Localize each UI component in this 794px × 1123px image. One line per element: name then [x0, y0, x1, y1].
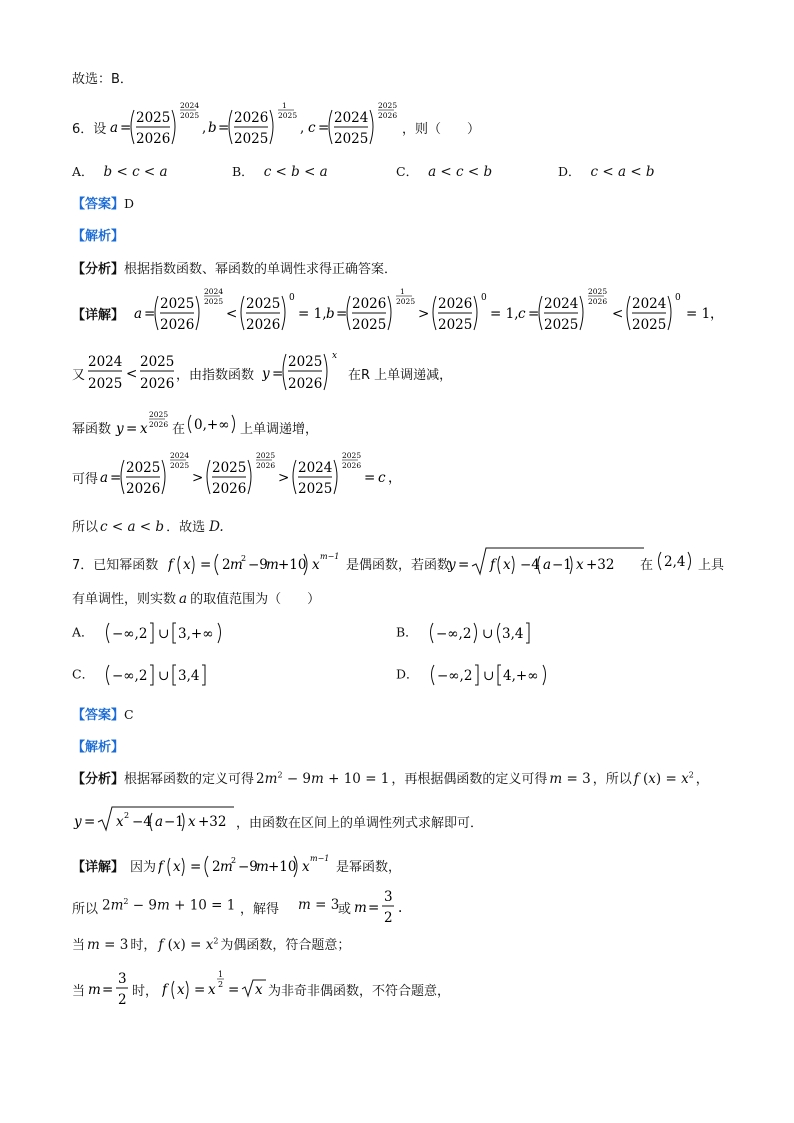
svg-text:2026: 2026: [136, 131, 171, 147]
svg-text:x: x: [173, 859, 181, 875]
svg-text:f: f: [168, 557, 173, 573]
svg-text:∪: ∪: [482, 668, 494, 684]
svg-text:−∞,2: −∞,2: [111, 626, 148, 642]
analysis-heading-7: 【解析】: [72, 740, 125, 755]
option-d: D． c < a < b: [558, 164, 655, 180]
svg-text:2026: 2026: [438, 296, 473, 312]
svg-text:2025: 2025: [396, 297, 416, 306]
svg-text:−1: −1: [164, 814, 184, 830]
svg-text:3: 3: [384, 889, 393, 905]
svg-text:3: 3: [118, 971, 127, 987]
svg-text:2,4: 2,4: [664, 554, 686, 570]
svg-text:a: a: [134, 306, 143, 322]
svg-text:x: x: [116, 814, 124, 830]
svg-text:=: =: [364, 470, 376, 486]
svg-text:3,4: 3,4: [501, 626, 524, 642]
svg-text:2026: 2026: [246, 317, 281, 333]
svg-text:2026: 2026: [234, 110, 269, 126]
svg-text:x: x: [177, 982, 185, 998]
svg-text:2026: 2026: [160, 317, 195, 333]
q6-prefix: 6．设: [72, 122, 107, 137]
svg-text:=: =: [336, 306, 348, 322]
svg-text:2025: 2025: [204, 297, 224, 306]
svg-text:a: a: [155, 814, 164, 830]
svg-text:x: x: [208, 982, 216, 998]
svg-text:b: b: [326, 306, 335, 322]
svg-text:m: m: [354, 900, 367, 916]
svg-text:c: c: [518, 306, 526, 322]
svg-text:2025: 2025: [352, 317, 387, 333]
svg-text:2025: 2025: [278, 111, 298, 120]
svg-text:,: ,: [202, 120, 207, 136]
q7-interval: [656, 549, 696, 575]
svg-text:2025: 2025: [88, 376, 123, 392]
svg-text:2: 2: [218, 980, 224, 989]
svg-text:.: .: [398, 900, 403, 916]
svg-text:c: c: [308, 120, 316, 136]
q7-sqrt-func: [448, 544, 648, 578]
svg-text:m: m: [220, 859, 233, 875]
svg-text:∪: ∪: [157, 626, 169, 642]
mi-interval: [186, 412, 240, 436]
svg-text:m−1: m−1: [310, 854, 330, 863]
svg-text:2024: 2024: [88, 354, 123, 370]
svg-text:2025: 2025: [149, 410, 169, 419]
svg-text:y: y: [448, 557, 456, 573]
svg-text:x: x: [576, 557, 584, 573]
svg-text:−9: −9: [238, 859, 258, 875]
svg-text:2025: 2025: [378, 101, 398, 110]
svg-text:2025: 2025: [180, 111, 200, 120]
svg-text:x: x: [312, 557, 320, 573]
svg-text:>: >: [418, 306, 430, 322]
svg-text:= 1,: = 1,: [490, 306, 519, 322]
svg-text:2: 2: [124, 811, 130, 820]
svg-text:2024: 2024: [204, 287, 224, 296]
svg-text:y: y: [116, 421, 124, 437]
svg-text:0,+∞: 0,+∞: [194, 417, 230, 433]
svg-text:y: y: [262, 366, 270, 382]
svg-text:−4: −4: [132, 814, 152, 830]
svg-text:2: 2: [231, 856, 237, 865]
svg-text:m−1: m−1: [320, 552, 340, 561]
svg-text:m: m: [266, 557, 279, 573]
question-7-line2: 有单调性，则实数 a 的取值范围为（ ）: [72, 591, 321, 607]
q6-suffix: ，则（ ）: [402, 122, 481, 137]
svg-text:=: =: [272, 366, 284, 382]
svg-text:,: ,: [300, 120, 305, 136]
option-b-math: [428, 620, 538, 646]
suoyi-line: 所以 c < a < b ．故选 D.: [72, 519, 224, 535]
svg-text:2026: 2026: [378, 111, 398, 120]
svg-text:x: x: [332, 351, 338, 361]
svg-text:<: <: [126, 366, 138, 382]
svg-text:4,+∞: 4,+∞: [502, 668, 539, 684]
svg-text:2025: 2025: [160, 296, 195, 312]
svg-text:x: x: [302, 859, 310, 875]
fx7-sqrt: [72, 804, 242, 834]
svg-text:a: a: [100, 470, 109, 486]
svg-text:2026: 2026: [126, 481, 161, 497]
svg-text:f: f: [162, 982, 167, 998]
svg-text:a: a: [110, 120, 119, 136]
svg-text:−1: −1: [552, 557, 572, 573]
svg-text:2: 2: [212, 859, 221, 875]
svg-text:2026: 2026: [149, 420, 169, 429]
text-line: 故选：B．: [72, 72, 133, 87]
svg-text:2025: 2025: [212, 460, 247, 476]
svg-text:2024: 2024: [170, 451, 190, 460]
svg-text:0: 0: [675, 293, 681, 303]
svg-text:2025: 2025: [170, 461, 190, 470]
svg-text:∪: ∪: [158, 668, 170, 684]
svg-text:+10: +10: [268, 859, 297, 875]
svg-text:=: =: [110, 470, 122, 486]
svg-text:0: 0: [481, 293, 487, 303]
svg-text:=: =: [190, 859, 202, 875]
svg-text:−9: −9: [248, 557, 268, 573]
option-a-math: [104, 620, 234, 646]
svg-text:=: =: [194, 982, 206, 998]
svg-text:=: =: [144, 306, 156, 322]
svg-text:=: =: [368, 900, 380, 916]
svg-text:=: =: [102, 982, 114, 998]
svg-text:= 1,: = 1,: [298, 306, 327, 322]
option-c: C． a < c < b: [396, 164, 493, 180]
svg-text:2026: 2026: [140, 376, 175, 392]
svg-text:=: =: [528, 306, 540, 322]
svg-text:= 1: = 1: [686, 306, 711, 322]
option-a: A． b < c < a: [72, 164, 168, 180]
svg-text:0: 0: [289, 293, 295, 303]
svg-text:，: ，: [388, 470, 402, 486]
svg-text:2025: 2025: [632, 317, 667, 333]
svg-text:2026: 2026: [212, 481, 247, 497]
svg-text:<: <: [612, 306, 624, 322]
answer-6: 【答案】D: [72, 196, 135, 212]
svg-text:2024: 2024: [544, 296, 579, 312]
s1-frac: [352, 886, 422, 926]
svg-text:2025: 2025: [140, 354, 175, 370]
svg-text:−∞,2: −∞,2: [435, 626, 472, 642]
svg-text:2026: 2026: [256, 461, 276, 470]
svg-text:2025: 2025: [288, 354, 323, 370]
svg-text:1: 1: [282, 101, 287, 110]
svg-text:2025: 2025: [234, 131, 269, 147]
svg-text:=: =: [228, 982, 240, 998]
svg-text:x: x: [183, 557, 191, 573]
svg-text:>: >: [278, 470, 290, 486]
svg-text:2025: 2025: [588, 287, 608, 296]
svg-text:2025: 2025: [438, 317, 473, 333]
svg-text:2025: 2025: [246, 296, 281, 312]
svg-text:+32: +32: [586, 557, 615, 573]
svg-text:a: a: [543, 557, 552, 573]
svg-text:3,4: 3,4: [178, 668, 200, 684]
option-c: C． −∞,2 ∪ 3,4: [72, 662, 214, 688]
svg-text:2026: 2026: [352, 296, 387, 312]
svg-text:1: 1: [400, 287, 405, 296]
svg-text:x: x: [255, 982, 263, 998]
fenxi-6: 【分析】根据指数函数、幂函数的单调性求得正确答案．: [72, 262, 398, 277]
svg-text:<: <: [226, 306, 238, 322]
option-d-math: [429, 662, 559, 688]
svg-text:=: =: [318, 120, 330, 136]
svg-text:2026: 2026: [342, 461, 362, 470]
svg-text:m: m: [230, 557, 243, 573]
svg-text:2024: 2024: [298, 460, 333, 476]
svg-text:2025: 2025: [298, 481, 333, 497]
svg-text:b: b: [208, 120, 217, 136]
fenxi-7: 【分析】根据幂函数的定义可得 $2m^2 - 9m + 10 = 1$ ，再根据偶函数的定义可得 m = 3 ，所以 f $(x) = x^2$ ，: [72, 770, 709, 787]
svg-text:m: m: [256, 859, 269, 875]
svg-text:x: x: [140, 421, 148, 437]
svg-text:c: c: [378, 470, 386, 486]
svg-text:2: 2: [222, 557, 231, 573]
svg-text:−∞,2: −∞,2: [436, 668, 473, 684]
xj7-func: [158, 850, 338, 880]
svg-text:x: x: [188, 814, 196, 830]
svg-text:2: 2: [118, 992, 127, 1008]
svg-text:=: =: [120, 120, 132, 136]
option-a: A． −∞,2 ∪ 3,+∞: [72, 620, 234, 646]
svg-text:1: 1: [218, 970, 224, 979]
svg-text:+32: +32: [198, 814, 227, 830]
svg-text:，: ，: [710, 306, 724, 322]
option-c-math: [104, 662, 214, 688]
detail-6-equation: [134, 286, 794, 338]
svg-text:2: 2: [384, 910, 393, 926]
svg-text:2025: 2025: [256, 451, 276, 460]
svg-text:x: x: [503, 557, 511, 573]
svg-text:2024: 2024: [334, 110, 369, 126]
kede-equation: [100, 450, 500, 502]
answer-7: 【答案】C: [72, 707, 134, 723]
svg-text:=: =: [126, 421, 138, 437]
svg-text:2025: 2025: [136, 110, 171, 126]
svg-text:+10: +10: [278, 557, 307, 573]
svg-text:=: =: [200, 557, 212, 573]
svg-text:3,+∞: 3,+∞: [177, 626, 214, 642]
svg-text:=: =: [458, 557, 470, 573]
svg-text:−4: −4: [520, 557, 540, 573]
q7-func: [168, 544, 348, 578]
svg-text:∪: ∪: [481, 626, 494, 642]
you-exp-func: [262, 348, 352, 396]
svg-text:m: m: [88, 982, 101, 998]
svg-text:>: >: [192, 470, 204, 486]
svg-text:2026: 2026: [588, 297, 608, 306]
you-fractions: [88, 348, 188, 396]
svg-text:2025: 2025: [126, 460, 161, 476]
option-b: B． −∞,2 ∪ 3,4: [396, 620, 538, 646]
svg-text:=: =: [218, 120, 230, 136]
svg-text:2026: 2026: [288, 376, 323, 392]
svg-text:2025: 2025: [334, 131, 369, 147]
step-2: 当 m = 3 时， f $(x) = x^2$ 为偶函数，符合题意；: [72, 936, 351, 953]
analysis-heading-6: 【解析】: [72, 229, 125, 244]
option-b: B． c < b < a: [232, 164, 328, 180]
option-d: D． −∞,2 ∪ 4,+∞: [396, 662, 559, 688]
svg-text:f: f: [490, 557, 495, 573]
svg-text:2025: 2025: [342, 451, 362, 460]
detail-tag: 【详解】: [72, 308, 125, 323]
svg-text:2: 2: [241, 554, 247, 563]
svg-text:2024: 2024: [632, 296, 667, 312]
svg-text:y: y: [74, 814, 82, 830]
svg-text:−∞,2: −∞,2: [112, 668, 148, 684]
svg-text:f: f: [158, 859, 163, 875]
s3-func: [162, 964, 282, 1008]
svg-text:=: =: [84, 814, 96, 830]
svg-text:2024: 2024: [180, 101, 200, 110]
svg-text:2025: 2025: [544, 317, 579, 333]
